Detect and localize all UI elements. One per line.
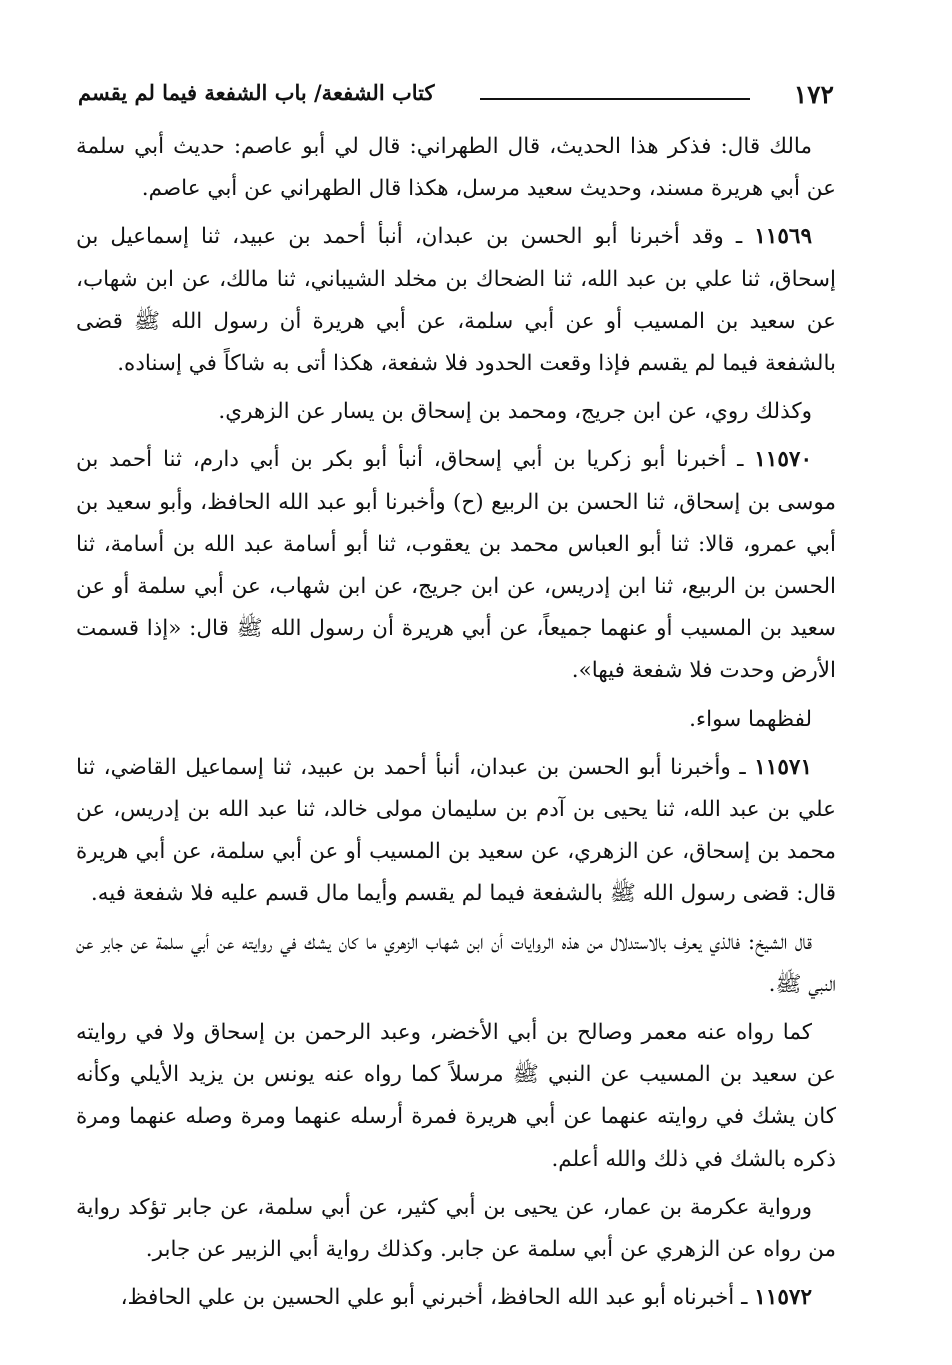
- hadith-number: ١١٥٧١: [754, 754, 812, 780]
- paragraph: [76, 126, 836, 210]
- paragraph: [76, 922, 836, 1006]
- paragraph-text: ورواية عكرمة بن عمار، عن يحيى بن أبي كثير، عن أبي سلمة، عن جابر تؤكد رواية من رواه عن الزهري عن أبي سلمة عن جابر. وكذلك رواية أبي الزبير عن جابر.: [76, 1194, 836, 1263]
- hadith-number: ١١٥٦٩: [754, 224, 812, 250]
- paragraph: [76, 439, 836, 692]
- paragraph-text: مالك قال: فذكر هذا الحديث، قال الطهراني: قال لي أبو عاصم: حديث أبي سلمة عن أبي هريرة مسند، وحديث سعيد مرسل، هكذا قال الطهراني عن أبي عاصم.: [76, 134, 836, 202]
- paragraph: [76, 1012, 836, 1181]
- paragraph: [76, 216, 836, 385]
- paragraph-text: ـ وقد أخبرنا أبو الحسن بن عبدان، أنبأ أحمد بن عبيد، ثنا إسماعيل بن إسحاق، ثنا علي بن عبد الله، ثنا الضحاك بن مخلد الشيباني، ثنا مالك، عن ابن شهاب، عن سعيد بن المسيب أو عن أبي سلمة، عن أبي هريرة أن رسول الله ﷺ قضى بالشفعة فيما لم يقسم فإذا وقعت الحدود فلا شفعة، هكذا أتى به شاكاً في إسناده.: [76, 224, 836, 377]
- paragraph: [76, 747, 836, 916]
- paragraph-text: ـ أخبرناه أبو عبد الله الحافظ، أخبرني أبو علي الحسين بن علي الحافظ،: [120, 1285, 755, 1311]
- paragraph-text: قال الشيخ: فالذي يعرف بالاستدلال من هذه الروايات أن ابن شهاب الزهري ما كان يشك في روايته عن أبي سلمة عن جابر عن النبي ﷺ.: [76, 929, 836, 997]
- paragraph-text: ـ أخبرنا أبو زكريا بن أبي إسحاق، أنبأ أبو بكر بن أبي دارم، ثنا أحمد بن موسى بن إسحاق، ثنا الحسن بن الربيع (ح) وأخبرنا أبو عبد الله الحافظ، وأبو سعيد بن أبي عمرو، قالا: ثنا أبو العباس محمد بن يعقوب، ثنا أبو أسامة عبد الله بن أسامة، ثنا الحسن بن الربيع، ثنا ابن إدريس، عن ابن جريج، عن ابن شهاب، عن أبي سلمة أو عن سعيد بن المسيب أو عنهما جميعاً، عن أبي هريرة أن رسول الله ﷺ قال: «إذا قسمت الأرض وحدت فلا شفعة فيها».: [76, 447, 836, 684]
- running-title: كتاب الشفعة/ باب الشفعة فيما لم يقسم: [78, 80, 435, 105]
- header-rule: [480, 98, 750, 100]
- paragraph-text: لفظهما سواء.: [689, 706, 812, 732]
- paragraph: [76, 1187, 836, 1271]
- paragraph: [76, 1277, 836, 1319]
- page-number: ١٧٢: [793, 80, 834, 109]
- hadith-number: ١١٥٧٢: [754, 1285, 812, 1311]
- paragraph-text: ـ وأخبرنا أبو الحسن بن عبدان، أنبأ أحمد بن عبيد، ثنا إسماعيل القاضي، ثنا علي بن عبد الله، ثنا يحيى بن آدم بن سليمان مولى خالد، ثنا عبد الله بن إدريس، عن محمد بن إسحاق، عن الزهري، عن سعيد بن المسيب أو عن أبي سلمة، عن أبي هريرة قال: قضى رسول الله ﷺ بالشفعة فيما لم يقسم وأيما مال قسم عليه فلا شفعة فيه.: [76, 754, 836, 907]
- hadith-number: ١١٥٧٠: [754, 447, 812, 473]
- paragraph: [76, 699, 836, 741]
- page-header: [78, 76, 834, 116]
- page-body: [76, 126, 836, 1325]
- paragraph: [76, 391, 836, 433]
- paragraph-text: كما رواه عنه معمر وصالح بن أبي الأخضر، وعبد الرحمن بن إسحاق ولا في روايته عن سعيد بن المسيب عن النبي ﷺ مرسلاً كما رواه عنه يونس بن يزيد الأيلي وكأنه كان يشك في روايته عنهما عن أبي هريرة فمرة أرسله عنهما ومرة وصله عنهما ومرة ذكره بالشك في ذلك والله أعلم.: [76, 1020, 836, 1172]
- paragraph-text: وكذلك روي، عن ابن جريج، ومحمد بن إسحاق بن يسار عن الزهري.: [218, 399, 812, 425]
